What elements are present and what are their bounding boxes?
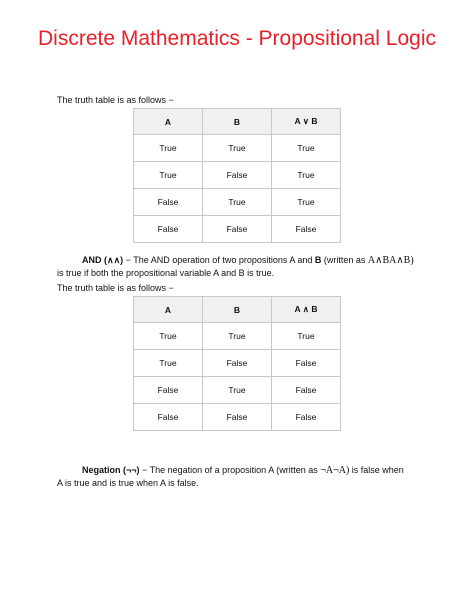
table-cell: False <box>134 216 203 243</box>
table-cell: True <box>203 135 272 162</box>
and-formula: A∧BA∧B) <box>367 255 414 266</box>
table-header-row <box>134 109 341 135</box>
table-cell: True <box>134 350 203 377</box>
table-cell: False <box>203 162 272 189</box>
table-row <box>134 135 341 162</box>
column-header: A <box>134 297 203 323</box>
column-header: B <box>203 297 272 323</box>
and-table-intro: The truth table is as follows − <box>57 283 174 293</box>
table-cell: True <box>272 189 341 216</box>
and-term: AND (∧∧) <box>82 255 124 265</box>
table-cell: True <box>272 323 341 350</box>
column-header: A ∧ B <box>272 297 341 323</box>
table-row <box>134 404 341 431</box>
table-cell: True <box>134 162 203 189</box>
negation-formula: ¬A¬A) <box>320 465 350 476</box>
or-truth-table <box>133 108 341 243</box>
and-text-part1: − The AND operation of two propositions A and <box>123 255 315 265</box>
page-title: Discrete Mathematics - Propositional Logic <box>38 27 436 50</box>
table-row <box>134 162 341 189</box>
table-cell: False <box>272 216 341 243</box>
table-cell: False <box>203 350 272 377</box>
negation-definition <box>57 464 404 489</box>
table-cell: True <box>203 323 272 350</box>
table-cell: False <box>203 216 272 243</box>
and-text-part2: (written as <box>321 255 368 265</box>
table-cell: False <box>272 350 341 377</box>
table-cell: False <box>134 404 203 431</box>
table-cell: True <box>272 162 341 189</box>
table-cell: True <box>134 323 203 350</box>
table-header-row <box>134 297 341 323</box>
and-definition <box>57 254 414 279</box>
table-row <box>134 216 341 243</box>
negation-definition-line2: A is true and is true when A is false. <box>57 478 199 488</box>
table-row <box>134 323 341 350</box>
negation-text-part2: is false when <box>349 465 404 475</box>
table-row <box>134 350 341 377</box>
table-cell: True <box>272 135 341 162</box>
table-row <box>134 189 341 216</box>
and-definition-line2: is true if both the propositional variable A and B is true. <box>57 268 275 278</box>
table-cell: True <box>203 189 272 216</box>
table-cell: False <box>203 404 272 431</box>
column-header: A <box>134 109 203 135</box>
and-truth-table <box>133 296 341 431</box>
negation-text-part1: − The negation of a proposition A (written as <box>139 465 321 475</box>
table-cell: False <box>272 404 341 431</box>
table-cell: False <box>272 377 341 404</box>
negation-term: Negation (¬¬) <box>82 465 140 475</box>
or-table-intro: The truth table is as follows − <box>57 95 174 105</box>
table-cell: True <box>134 135 203 162</box>
table-row <box>134 377 341 404</box>
and-b-label: B <box>314 255 322 265</box>
table-cell: False <box>134 377 203 404</box>
column-header: A ∨ B <box>272 109 341 135</box>
table-cell: False <box>134 189 203 216</box>
table-cell: True <box>203 377 272 404</box>
column-header: B <box>203 109 272 135</box>
